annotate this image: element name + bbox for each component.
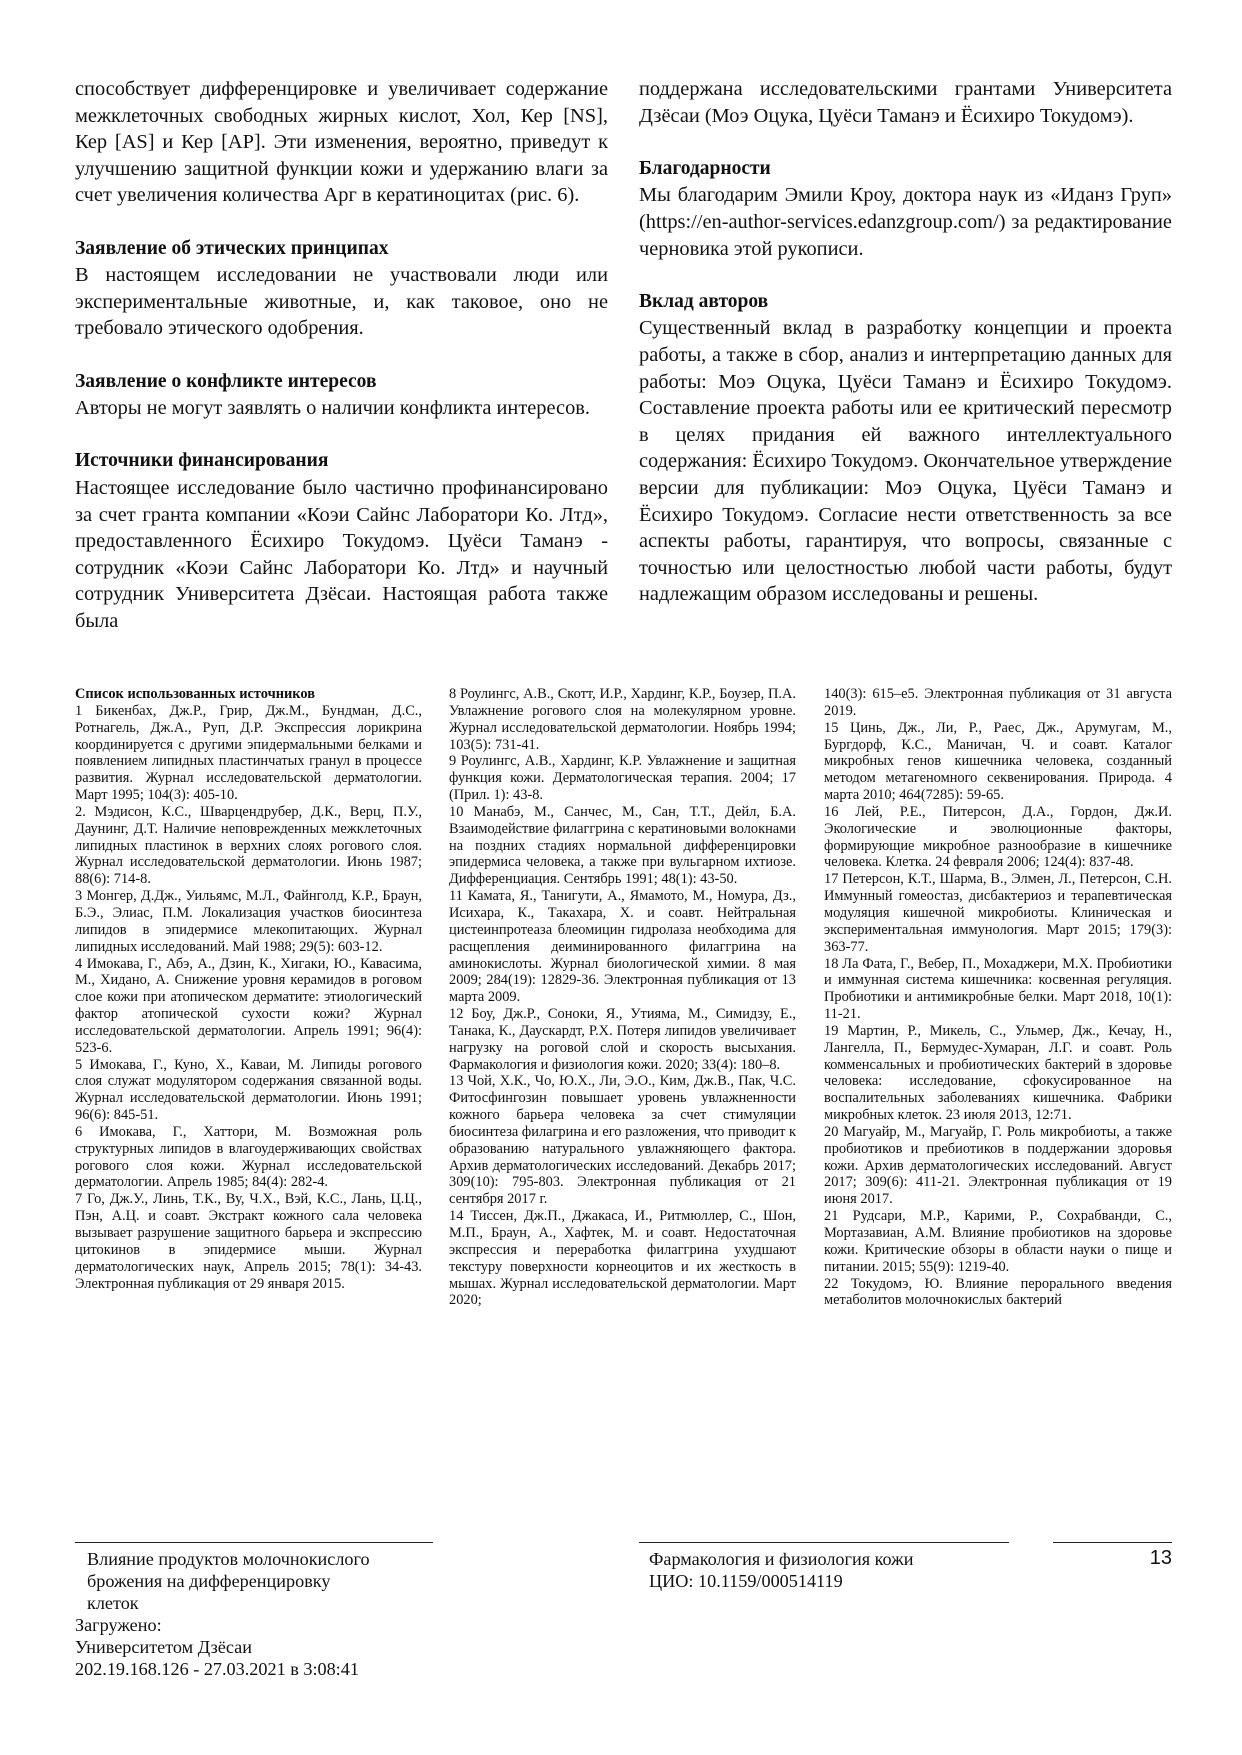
footer-rule-middle (639, 1542, 1009, 1543)
intro-paragraph: способствует дифференцировке и увеличивает содержание межклеточных свободных жирных кислот, Хол, Кер [NS], Кер [AS] и Кер [AP]. Эти изменения, вероятно, приведут к улучшению защитной функции кожи и удержанию влаги за счет увеличения количества Арг в кератиноцитах (рис. 6). (75, 78, 608, 207)
ethics-heading: Заявление об этических принципах (75, 237, 389, 259)
doi: ЦИО: 10.1159/000514119 (649, 1571, 843, 1591)
footer-article-title (87, 1548, 370, 1614)
acknowledgements-text: Мы благодарим Эмили Кроу, доктора наук из «Иданз Груп» (https://en-author-services.edanzgroup.com/) за редактирование черновика этой рукописи. (639, 184, 1172, 260)
footer-rule-right (1053, 1542, 1172, 1543)
reference-item: 22 Токудомэ, Ю. Влияние перорального введения метаболитов молочнокислых бактерий (824, 1275, 1172, 1309)
footer-journal (649, 1548, 913, 1592)
reference-item: 15 Цинь, Дж., Ли, Р., Раес, Дж., Арумугам, М., Бургдорф, К.С., Маничан, Ч. и соавт. Каталог микробных генов кишечника человека, созданный методом метагеномного секвенирования. Природа. 4 марта 2010; 464(7285): 59-65. (824, 719, 1172, 804)
references-heading: Список использованных источников (75, 686, 316, 702)
reference-item: 20 Магуайр, М., Магуайр, Г. Роль микробиоты, а также пробиотиков и пребиотиков в поддержании здоровья кожи. Архив дерматологических исследований. Август 2017; 309(6): 411-21. Электронная публикация от 19 июня 2017. (824, 1123, 1172, 1208)
conflict-text: Авторы не могут заявлять о наличии конфликта интересов. (75, 397, 591, 420)
reference-item: 14 Тиссен, Дж.П., Джакаса, И., Ритмюллер, С., Шон, М.П., Браун, А., Хафтек, М. и соавт. Недостаточная экспрессия и переработка филаггрина ухудшают текстуру поверхности корнеоцитов и их жесткость в мышах. Журнал исследовательской дерматологии. Март 2020; (449, 1208, 796, 1309)
footer-title-line-3: клеток (87, 1593, 139, 1613)
contributions-heading: Вклад авторов (639, 290, 769, 312)
acknowledgements-heading: Благодарности (639, 157, 771, 179)
reference-item: 7 Го, Дж.У., Линь, Т.К., Ву, Ч.Х., Вэй, К.С., Лань, Ц.Ц., Пэн, А.Ц. и соавт. Экстракт кожного сала человека вызывает разрушение защитного барьера и экспрессию цитокинов в эпидермисе мыши. Журнал дерматологических наук, Апрель 2015; 78(1): 34-43. Электронная публикация от 29 января 2015. (75, 1191, 422, 1292)
footer-download-info (75, 1614, 359, 1680)
reference-item: 12 Боу, Дж.Р., Соноки, Я., Утияма, М., Симидзу, Е., Танака, К., Даускардт, Р.Х. Потеря липидов увеличивает нагрузку на роговой слой и скорость высыхания. Фармакология и физиология кожи. 2020; 33(4): 180–8. (449, 1006, 796, 1073)
reference-item: 16 Лей, Р.Е., Питерсон, Д.А., Гордон, Дж.И. Экологические и эволюционные факторы, формирующие микробное разнообразие в кишечнике человека. Клетка. 24 февраля 2006; 124(4): 837-48. (824, 803, 1172, 871)
journal-name: Фармакология и физиология кожи (649, 1549, 914, 1569)
reference-item: 4 Имокава, Г., Абэ, А., Дзин, К., Хигаки, Ю., Кавасима, М., Хидано, А. Снижение уровня керамидов в роговом слое кожи при атопическом дерматите: этиологический фактор атопической сухости кожи? Журнал исследовательской дерматологии. Апрель 1991; 96(4): 523-6. (75, 955, 422, 1056)
reference-item: 21 Рудсари, М.Р., Карими, Р., Сохрабванди, С., Мортазавиан, А.М. Влияние пробиотиков на здоровье кожи. Критические обзоры в области науки о пище и питании. 2015; 55(9): 1219-40. (824, 1208, 1172, 1275)
reference-item: 1 Бикенбах, Дж.Р., Грир, Дж.М., Бундман, Д.С., Ротнагель, Дж.А., Руп, Д.Р. Экспрессия лорикрина координируется с другими эпидермальными белками и появлением липидных пластинчатых гранул в процессе развития. Журнал исследовательской дерматологии. Март 1995; 104(3): 405-10. (75, 702, 422, 804)
reference-item: 3 Монгер, Д.Дж., Уильямс, М.Л., Файнголд, К.Р., Браун, Б.Э., Элиас, П.М. Локализация участков биосинтеза липидов в эпидермисе млекопитающих. Журнал липидных исследований. Май 1988; 29(5): 603-12. (75, 888, 422, 955)
reference-item: 2. Мэдисон, К.С., Шварцендрубер, Д.К., Верц, П.У., Даунинг, Д.Т. Наличие неповрежденных межклеточных липидных пластинок в верхних слоях рогового слоя. Журнал исследовательской дерматологии. Июнь 1987; 88(6): 714-8. (75, 803, 422, 888)
references-column-2 (449, 686, 796, 1309)
reference-item: 13 Чой, Х.К., Чо, Ю.Х., Ли, Э.О., Ким, Дж.В., Пак, Ч.С. Фитосфингозин повышает уровень увлажненности кожного барьера человека за счет стимуляции биосинтеза филагрина и его разложения, что приводит к образованию натурального увлажняющего фактора. Архив дерматологических исследований. Декабрь 2017; 309(10): 795-803. Электронная публикация от 21 сентября 2017 г. (449, 1073, 796, 1208)
funding-continued: поддержана исследовательскими грантами Университета Дзёсаи (Моэ Оцука, Цуёси Таманэ и Ёсихиро Токудомэ). (639, 78, 1172, 127)
footer-title-line-2: брожения на дифференцировку (87, 1571, 331, 1591)
funding-heading: Источники финансирования (75, 450, 329, 472)
reference-item: 10 Манабэ, М., Санчес, М., Сан, Т.Т., Дейл, Б.А. Взаимодействие филаггрина с кератиновыми волокнами на поздних стадиях нормальной дифференцировки эпидермиса человека, а также при вульгарном ихтиозе. Дифференциация. Сентябрь 1991; 48(1): 43-50. (449, 803, 796, 888)
ethics-text: В настоящем исследовании не участвовали люди или экспериментальные животные, и, как таковое, оно не требовало этического одобрения. (75, 264, 608, 340)
left-column (75, 76, 608, 634)
reference-item: 19 Мартин, Р., Микель, С., Ульмер, Дж., Кечау, Н., Лангелла, П., Бермудес-Хумаран, Л.Г. и соавт. Роль комменсальных и пробиотических бактерий в здоровье человека: исследование, сфокусированное на воспалительных заболеваниях кишечника. Фабрики микробных клеток. 23 июля 2013, 12:71. (824, 1022, 1172, 1124)
right-column (639, 76, 1172, 608)
download-label: Загружено: (75, 1615, 162, 1635)
reference-item: 140(3): 615–e5. Электронная публикация от 31 августа 2019. (824, 686, 1172, 719)
references-column-1 (75, 686, 422, 1292)
reference-item: 17 Петерсон, К.Т., Шарма, В., Элмен, Л., Петерсон, С.Н. Иммунный гомеостаз, дисбактериоз и терапевтическая модуляция кишечной микробиоты. Клиническая и экспериментальная иммунология. Март 2015; 179(3): 363-77. (824, 871, 1172, 955)
contributions-text: Существенный вклад в разработку концепции и проекта работы, а также в сбор, анализ и интерпретацию данных для работы: Моэ Оцука, Цуёси Таманэ и Ёсихиро Токудомэ. Составление проекта работы или ее критический пересмотр в целях придания ей важного интеллектуального содержания: Ёсихиро Токудомэ. Окончательное утверждение версии для публикации: Моэ Оцука, Цуёси Таманэ и Ёсихиро Токудомэ. Согласие нести ответственность за все аспекты работы, гарантируя, что вопросы, связанные с точностью или целостностью любой части работы, будут надлежащим образом исследованы и решены. (639, 317, 1172, 606)
references-column-3 (824, 686, 1172, 1309)
page-number: 13 (1149, 1547, 1172, 1569)
reference-item: 9 Роулингс, А.В., Хардинг, К.Р. Увлажнение и защитная функция кожи. Дерматологическая терапия. 2004; 17 (Прил. 1): 43-8. (449, 753, 796, 804)
footer-title-line-1: Влияние продуктов молочнокислого (87, 1549, 370, 1569)
download-ip-timestamp: 202.19.168.126 - 27.03.2021 в 3:08:41 (75, 1659, 359, 1679)
footer-rule-left (75, 1542, 433, 1543)
reference-item: 8 Роулингс, А.В., Скотт, И.Р., Хардинг, К.Р., Боузер, П.А. Увлажнение рогового слоя на молекулярном уровне. Журнал исследовательской дерматологии. Ноябрь 1994; 103(5): 731-41. (449, 686, 796, 753)
reference-item: 6 Имокава, Г., Хаттори, М. Возможная роль структурных липидов в влагоудерживающих свойствах рогового слоя кожи. Журнал исследовательской дерматологии. Апрель 1985; 84(4): 282-4. (75, 1123, 422, 1191)
download-institution: Университетом Дзёсаи (75, 1637, 252, 1657)
reference-item: 18 Ла Фата, Г., Вебер, П., Мохаджери, М.Х. Пробиотики и иммунная система кишечника: косвенная регуляция. Пробиотики и антимикробные белки. Март 2018, 10(1): 11-21. (824, 955, 1172, 1023)
reference-item: 11 Камата, Я., Танигути, А., Ямамото, М., Номура, Дз., Исихара, К., Такахара, Х. и соавт. Нейтральная цистеинпротеаза блеомицин гидролаза необходима для расщепления деиминированного филаггрина на аминокислоты. Журнал биологической химии. 8 мая 2009; 284(19): 12829-36. Электронная публикация от 13 марта 2009. (449, 888, 796, 1006)
conflict-heading: Заявление о конфликте интересов (75, 370, 377, 392)
funding-text: Настоящее исследование было частично профинансировано за счет гранта компании «Коэи Сайнс Лаборатори Ко. Лтд», предоставленного Ёсихиро Токудомэ. Цуёси Таманэ - сотрудник «Коэи Сайнс Лаборатори Ко. Лтд» и научный сотрудник Университета Дзёсаи. Настоящая работа также была (75, 476, 608, 632)
reference-item: 5 Имокава, Г., Куно, Х., Каваи, М. Липиды рогового слоя служат модулятором содержания связанной воды. Журнал исследовательской дерматологии. Июнь 1991; 96(6): 845-51. (75, 1056, 422, 1124)
